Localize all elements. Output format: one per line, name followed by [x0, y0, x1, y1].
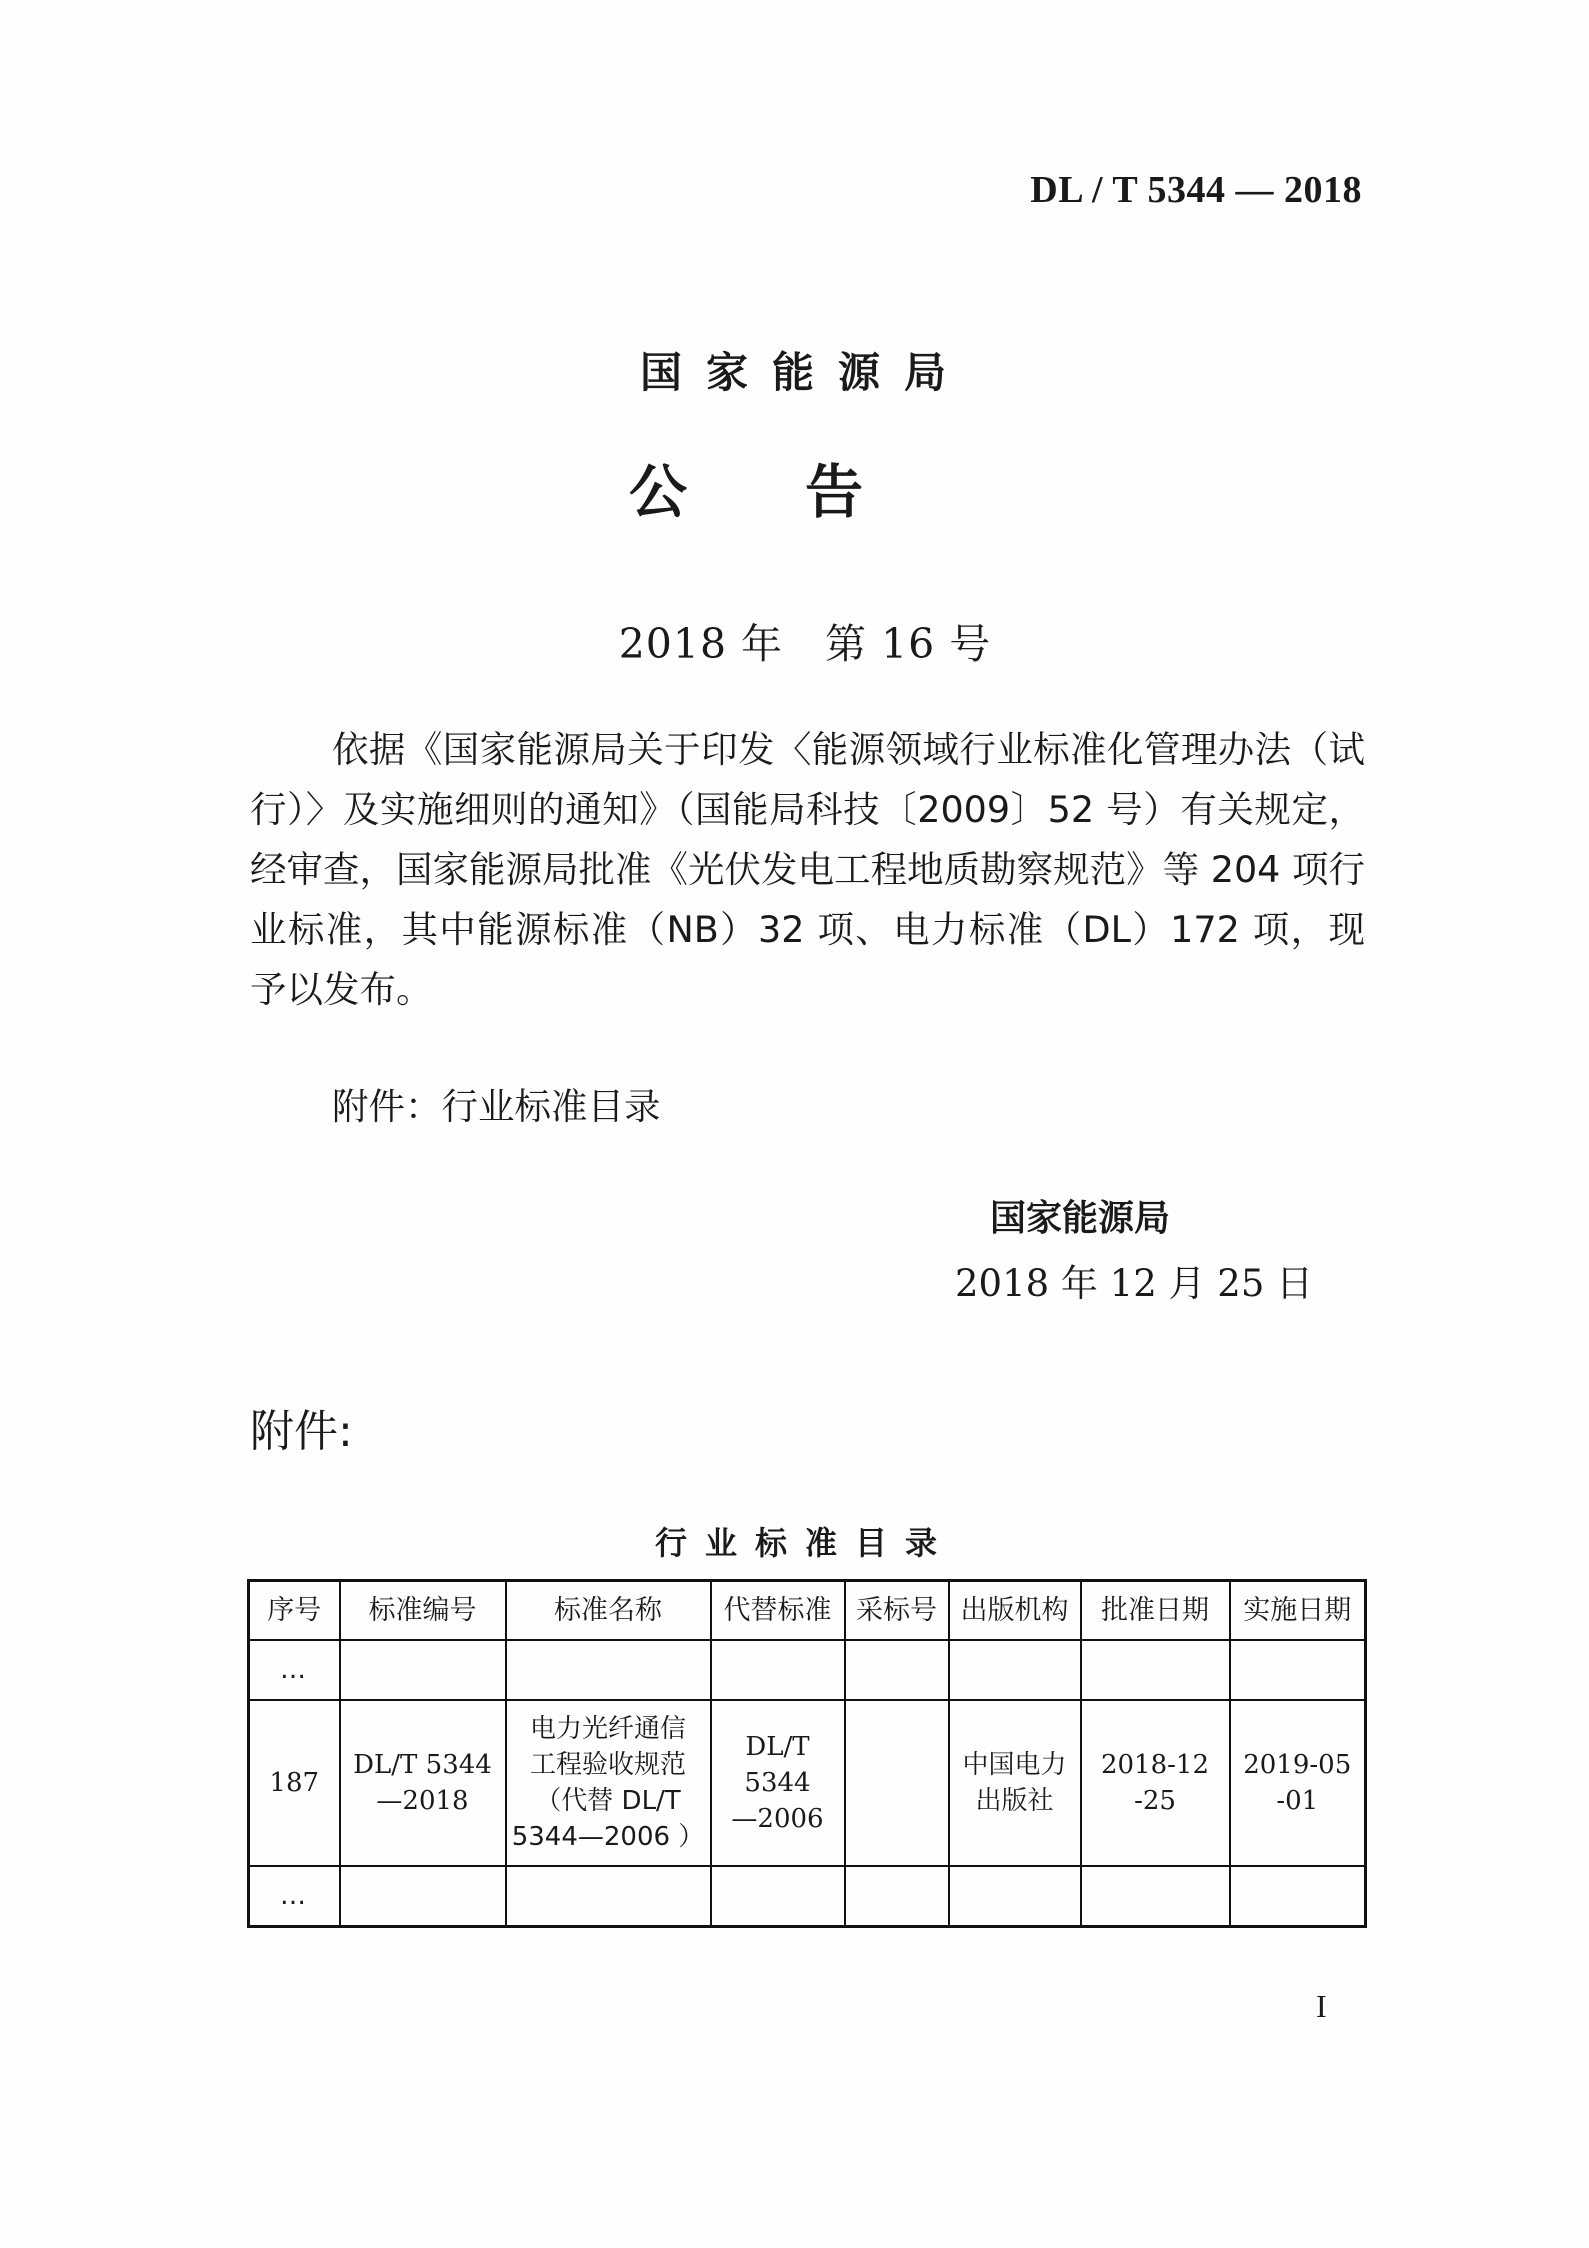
table-cell: [1230, 1640, 1366, 1700]
signature-organization: 国家能源局: [990, 1198, 1171, 1239]
column-header: 序号: [249, 1581, 340, 1641]
code-line: —2018: [376, 1786, 469, 1816]
publisher-line: 出版社: [975, 1786, 1054, 1816]
approval-line: -25: [1134, 1786, 1176, 1816]
table-cell: [949, 1640, 1081, 1700]
attachment-heading: 附件:: [250, 1406, 353, 1457]
table-title: 行业标准目录: [654, 1524, 955, 1562]
column-header: 采标号: [845, 1581, 949, 1641]
notice-title: 公告: [628, 458, 981, 526]
table-cell: [506, 1866, 711, 1927]
name-line: 电力光纤通信: [529, 1714, 686, 1744]
table-row: [249, 1866, 1366, 1927]
approval-line: 2018-12: [1100, 1750, 1210, 1780]
code-line: DL/T 5344: [353, 1750, 492, 1780]
publisher-line: 中国电力: [962, 1750, 1067, 1780]
name-line: 工程验收规范: [529, 1750, 686, 1780]
approval-date-cell: [1081, 1700, 1230, 1866]
effective-line: -01: [1276, 1786, 1319, 1816]
table-cell: [711, 1640, 845, 1700]
name-cell: [506, 1700, 711, 1866]
table-cell: [845, 1866, 949, 1927]
column-header: 出版机构: [949, 1581, 1081, 1641]
column-header: 代替标准: [711, 1581, 845, 1641]
name-line: （代替 DL/T: [535, 1786, 681, 1816]
table-cell: [845, 1640, 949, 1700]
page-number: I: [1316, 1988, 1327, 2024]
standard-code: DL / T 5344 — 2018: [1030, 169, 1362, 211]
column-header: 批准日期: [1081, 1581, 1230, 1641]
issuing-agency: 国家能源局: [639, 348, 970, 397]
table-row: [249, 1700, 1366, 1866]
publisher-cell: [949, 1700, 1081, 1866]
table-cell: [711, 1866, 845, 1927]
standards-catalog-table: [247, 1579, 1367, 1928]
replaces-line: DL/T 5344: [744, 1732, 811, 1798]
column-header: 标准名称: [506, 1581, 711, 1641]
effective-line: 2019-05: [1243, 1750, 1352, 1780]
document-number: 2018 年 第 16 号: [618, 620, 992, 668]
adopted-cell: [845, 1700, 949, 1866]
notice-body: 依据《国家能源局关于印发〈能源领域行业标准化管理办法（试行）〉及实施细则的通知》（国能局科技〔2009〕52 号）有关规定，经审查，国家能源局批准《光伏发电工程地质勘察规范》等 204 项行业标准，其中能源标准（NB）32 项、电力标准（DL）172 项，现予以发布。: [250, 728, 1365, 1011]
table-cell: [949, 1866, 1081, 1927]
code-cell: [340, 1700, 506, 1866]
ellipsis-cell: …: [249, 1866, 340, 1927]
signature-date: 2018 年 12 月 25 日: [955, 1262, 1314, 1305]
effective-date-cell: [1230, 1700, 1366, 1866]
column-header: 实施日期: [1230, 1581, 1366, 1641]
table-cell: [340, 1640, 506, 1700]
replaces-cell: [711, 1700, 845, 1866]
column-header: 标准编号: [340, 1581, 506, 1641]
replaces-line: —2006: [731, 1804, 824, 1834]
table-cell: [340, 1866, 506, 1927]
seq-cell: 187: [249, 1700, 340, 1866]
table-cell: [1081, 1866, 1230, 1927]
table-row: [249, 1640, 1366, 1700]
ellipsis-cell: …: [249, 1640, 340, 1700]
attachment-note: 附件：行业标准目录: [332, 1085, 661, 1128]
name-line: 5344—2006 ）: [511, 1822, 705, 1852]
table-cell: [1230, 1866, 1366, 1927]
table-header-row: [249, 1581, 1366, 1641]
table-cell: [1081, 1640, 1230, 1700]
table-cell: [506, 1640, 711, 1700]
